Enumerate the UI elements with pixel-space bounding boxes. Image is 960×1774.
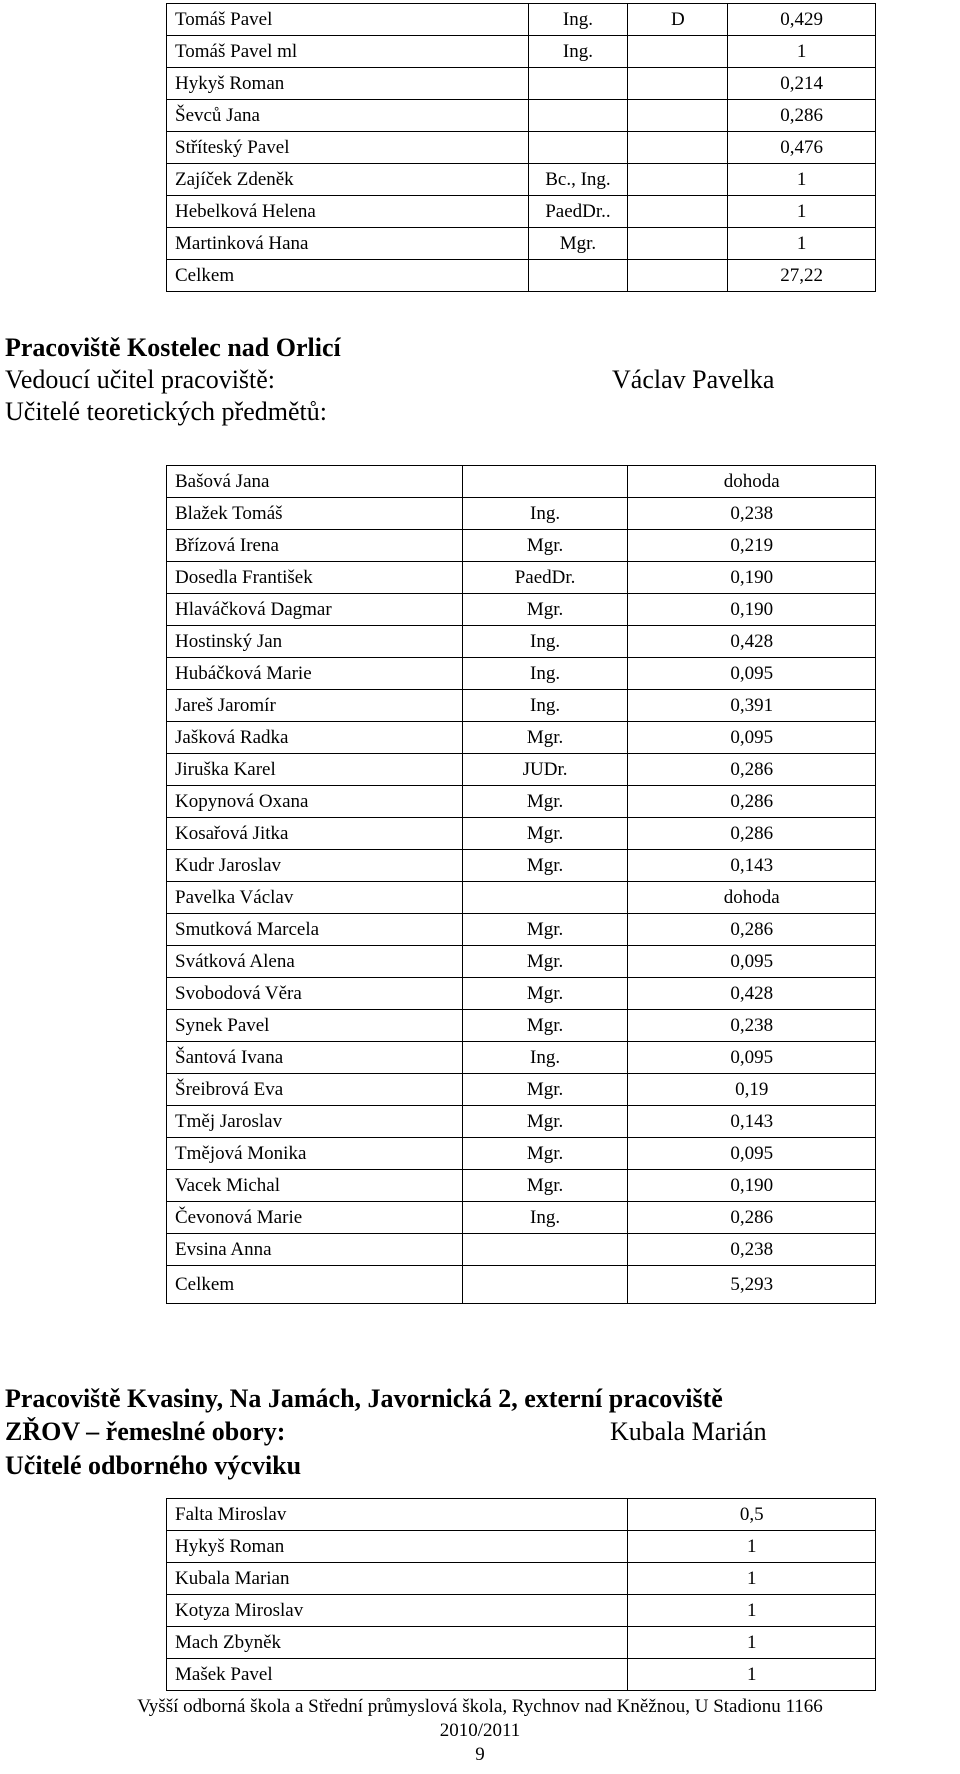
staff-load: 0,190 <box>628 594 876 626</box>
table-row <box>167 1659 876 1691</box>
staff-load: 5,293 <box>628 1266 876 1304</box>
staff-note <box>628 100 728 132</box>
footer-school: Vyšší odborná škola a Střední průmyslová škola, Rychnov nad Kněžnou, U Stadionu 1166 <box>137 1696 823 1717</box>
staff-name: Jašková Radka <box>167 722 463 754</box>
staff-name: Svobodová Věra <box>167 978 463 1010</box>
staff-name: Tomáš Pavel ml <box>167 36 529 68</box>
staff-load: 0,095 <box>628 1042 876 1074</box>
table-row <box>167 1202 876 1234</box>
staff-name: Celkem <box>167 260 529 292</box>
staff-load: 1 <box>628 1595 876 1627</box>
staff-name: Hostinský Jan <box>167 626 463 658</box>
staff-title: Mgr. <box>462 722 628 754</box>
staff-name: Martinková Hana <box>167 228 529 260</box>
staff-load: 0,429 <box>728 4 876 36</box>
teachers-label-theory: Učitelé teoretických předmětů: <box>5 397 327 426</box>
staff-title: Ing. <box>462 498 628 530</box>
table-row <box>167 36 876 68</box>
table-row <box>167 498 876 530</box>
staff-load: 0,286 <box>728 100 876 132</box>
staff-name: Synek Pavel <box>167 1010 463 1042</box>
staff-name: Hykyš Roman <box>167 1531 628 1563</box>
staff-name: Tomáš Pavel <box>167 4 529 36</box>
staff-name: Hubáčková Marie <box>167 658 463 690</box>
staff-name: Bašová Jana <box>167 466 463 498</box>
staff-title: Ing. <box>462 626 628 658</box>
table-row <box>167 164 876 196</box>
table-row <box>167 1499 876 1531</box>
staff-note <box>628 68 728 100</box>
staff-load: 0,095 <box>628 1138 876 1170</box>
table-row <box>167 978 876 1010</box>
table-row <box>167 1042 876 1074</box>
staff-title: JUDr. <box>462 754 628 786</box>
table-row <box>167 1563 876 1595</box>
table-row <box>167 1627 876 1659</box>
staff-load: 0,286 <box>628 754 876 786</box>
staff-name: Celkem <box>167 1266 463 1304</box>
staff-name: Kopynová Oxana <box>167 786 463 818</box>
staff-load: 0,219 <box>628 530 876 562</box>
table-row <box>167 690 876 722</box>
staff-name: Jiruška Karel <box>167 754 463 786</box>
table-row <box>167 658 876 690</box>
staff-load: 1 <box>728 164 876 196</box>
staff-name: Kosařová Jitka <box>167 818 463 850</box>
staff-title <box>528 132 628 164</box>
table-row <box>167 466 876 498</box>
table-row <box>167 1074 876 1106</box>
staff-load: 0,286 <box>628 914 876 946</box>
staff-note <box>628 260 728 292</box>
staff-name: Evsina Anna <box>167 1234 463 1266</box>
staff-title <box>528 68 628 100</box>
table-row <box>167 882 876 914</box>
table-row <box>167 100 876 132</box>
staff-title: Mgr. <box>462 850 628 882</box>
staff-load: 0,095 <box>628 658 876 690</box>
staff-load: 0,143 <box>628 1106 876 1138</box>
staff-title: Ing. <box>462 1042 628 1074</box>
kostelec-staff-table <box>166 465 876 1304</box>
section-heading-kostelec: Pracoviště Kostelec nad Orlicí <box>5 333 341 362</box>
staff-load: 1 <box>628 1627 876 1659</box>
staff-name: Šreibrová Eva <box>167 1074 463 1106</box>
staff-name: Pavelka Václav <box>167 882 463 914</box>
table-row <box>167 1234 876 1266</box>
table-row <box>167 1010 876 1042</box>
staff-load: 0,19 <box>628 1074 876 1106</box>
table-row <box>167 946 876 978</box>
staff-title: PaedDr. <box>462 562 628 594</box>
table-row <box>167 196 876 228</box>
staff-title: Mgr. <box>462 1010 628 1042</box>
staff-load: 0,238 <box>628 1234 876 1266</box>
staff-title <box>462 1234 628 1266</box>
table-row <box>167 786 876 818</box>
staff-note <box>628 36 728 68</box>
staff-title: Mgr. <box>462 914 628 946</box>
staff-load: 0,476 <box>728 132 876 164</box>
staff-load: 0,428 <box>628 978 876 1010</box>
staff-title: Ing. <box>528 4 628 36</box>
staff-load: 0,214 <box>728 68 876 100</box>
staff-load: 1 <box>628 1531 876 1563</box>
staff-name: Hlaváčková Dagmar <box>167 594 463 626</box>
staff-title: Mgr. <box>528 228 628 260</box>
table-row <box>167 850 876 882</box>
table-row <box>167 594 876 626</box>
staff-name: Mašek Pavel <box>167 1659 628 1691</box>
staff-name: Kudr Jaroslav <box>167 850 463 882</box>
staff-load: 0,238 <box>628 498 876 530</box>
staff-name: Blažek Tomáš <box>167 498 463 530</box>
staff-name: Stříteský Pavel <box>167 132 529 164</box>
table-row <box>167 1595 876 1627</box>
staff-load: 1 <box>728 36 876 68</box>
section-heading-kvasiny: Pracoviště Kvasiny, Na Jamách, Javornická 2, externí pracoviště <box>5 1384 723 1413</box>
staff-name: Smutková Marcela <box>167 914 463 946</box>
table-row <box>167 530 876 562</box>
staff-load: 0,143 <box>628 850 876 882</box>
staff-note <box>628 132 728 164</box>
staff-load: 0,286 <box>628 786 876 818</box>
staff-name: Ševců Jana <box>167 100 529 132</box>
staff-name: Vacek Michal <box>167 1170 463 1202</box>
staff-name: Svátková Alena <box>167 946 463 978</box>
table-row <box>167 228 876 260</box>
footer-year: 2010/2011 <box>439 1720 521 1741</box>
staff-load: 0,5 <box>628 1499 876 1531</box>
top-staff-table <box>166 3 876 292</box>
staff-title <box>528 100 628 132</box>
staff-title <box>528 260 628 292</box>
staff-title: Mgr. <box>462 530 628 562</box>
staff-load: 0,190 <box>628 1170 876 1202</box>
staff-title <box>462 1266 628 1304</box>
staff-load: dohoda <box>628 882 876 914</box>
staff-title: Mgr. <box>462 1170 628 1202</box>
staff-title: Mgr. <box>462 946 628 978</box>
staff-load: 1 <box>628 1659 876 1691</box>
staff-title: Mgr. <box>462 594 628 626</box>
table-row <box>167 260 876 292</box>
table-row <box>167 1138 876 1170</box>
staff-title: Mgr. <box>462 1074 628 1106</box>
staff-name: Dosedla František <box>167 562 463 594</box>
kvasiny-staff-table <box>166 1498 876 1691</box>
staff-name: Hykyš Roman <box>167 68 529 100</box>
staff-load: 0,190 <box>628 562 876 594</box>
staff-name: Hebelková Helena <box>167 196 529 228</box>
staff-title: Mgr. <box>462 978 628 1010</box>
staff-title: Mgr. <box>462 786 628 818</box>
table-row <box>167 1266 876 1304</box>
staff-note <box>628 164 728 196</box>
staff-title: Ing. <box>462 658 628 690</box>
staff-note: D <box>628 4 728 36</box>
table-row <box>167 4 876 36</box>
zrov-label: ZŘOV – řemeslné obory: <box>5 1417 286 1446</box>
staff-title <box>462 466 628 498</box>
table-row <box>167 754 876 786</box>
staff-name: Čevonová Marie <box>167 1202 463 1234</box>
table-row <box>167 1106 876 1138</box>
staff-load: 0,391 <box>628 690 876 722</box>
staff-name: Kubala Marian <box>167 1563 628 1595</box>
staff-load: 0,428 <box>628 626 876 658</box>
staff-title: Ing. <box>528 36 628 68</box>
staff-title: Ing. <box>462 1202 628 1234</box>
staff-title: PaedDr.. <box>528 196 628 228</box>
staff-name: Tměj Jaroslav <box>167 1106 463 1138</box>
staff-load: 1 <box>728 228 876 260</box>
staff-title: Mgr. <box>462 818 628 850</box>
staff-name: Zajíček Zdeněk <box>167 164 529 196</box>
table-row <box>167 132 876 164</box>
staff-load: 27,22 <box>728 260 876 292</box>
staff-name: Šantová Ivana <box>167 1042 463 1074</box>
staff-title: Mgr. <box>462 1138 628 1170</box>
staff-title <box>462 882 628 914</box>
table-row <box>167 914 876 946</box>
table-row <box>167 722 876 754</box>
staff-load: 0,286 <box>628 818 876 850</box>
table-row <box>167 1531 876 1563</box>
table-row <box>167 626 876 658</box>
staff-name: Falta Miroslav <box>167 1499 628 1531</box>
staff-title: Bc., Ing. <box>528 164 628 196</box>
lead-teacher-name: Václav Pavelka <box>612 365 775 394</box>
staff-note <box>628 196 728 228</box>
staff-load: 0,286 <box>628 1202 876 1234</box>
lead-teacher-label: Vedoucí učitel pracoviště: <box>5 365 276 394</box>
staff-note <box>628 228 728 260</box>
staff-name: Mach Zbyněk <box>167 1627 628 1659</box>
staff-name: Břízová Irena <box>167 530 463 562</box>
staff-load: 0,238 <box>628 1010 876 1042</box>
staff-title: Ing. <box>462 690 628 722</box>
table-row <box>167 1170 876 1202</box>
staff-load: dohoda <box>628 466 876 498</box>
table-row <box>167 818 876 850</box>
staff-name: Kotyza Miroslav <box>167 1595 628 1627</box>
staff-load: 0,095 <box>628 722 876 754</box>
zrov-name: Kubala Marián <box>610 1417 767 1446</box>
staff-load: 1 <box>728 196 876 228</box>
table-row <box>167 68 876 100</box>
staff-load: 1 <box>628 1563 876 1595</box>
staff-name: Tmějová Monika <box>167 1138 463 1170</box>
footer-page-number: 9 <box>475 1744 485 1765</box>
staff-name: Jareš Jaromír <box>167 690 463 722</box>
table-row <box>167 562 876 594</box>
staff-title: Mgr. <box>462 1106 628 1138</box>
staff-load: 0,095 <box>628 946 876 978</box>
teachers-label-vocational: Učitelé odborného výcviku <box>5 1451 302 1480</box>
